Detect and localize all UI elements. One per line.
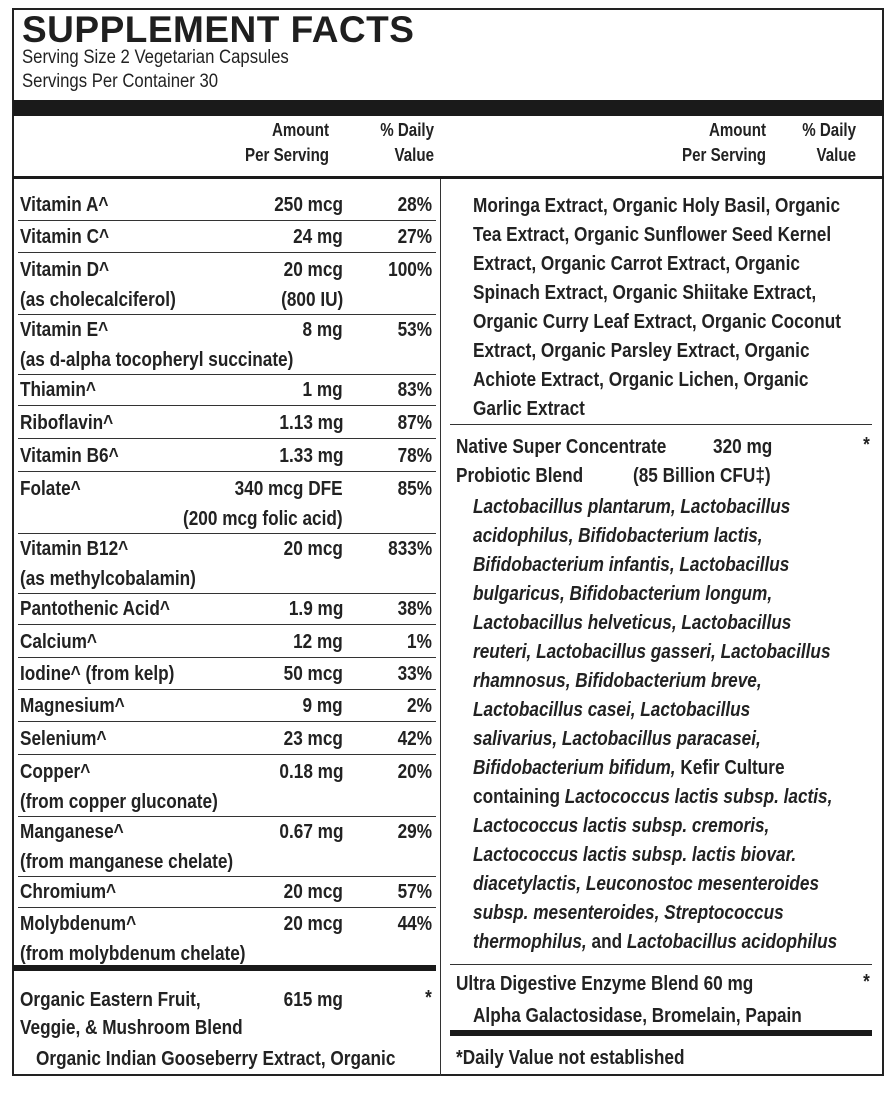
blend-line: Organic Curry Leaf Extract, Organic Coconut xyxy=(473,311,841,333)
nutrient-amount: 340 mcg DFE xyxy=(234,478,343,500)
nutrient-name: Molybdenum^ xyxy=(20,913,137,935)
enzyme-ingredients: Alpha Galactosidase, Bromelain, Papain xyxy=(473,1005,802,1027)
nutrient-subtext: (as methylcobalamin) xyxy=(20,568,196,590)
row-rule xyxy=(18,405,436,406)
column-header-rule xyxy=(13,176,884,179)
nutrient-daily-value: 53% xyxy=(397,319,432,341)
nutrient-name: Thiamin^ xyxy=(20,379,96,401)
enzyme-rule xyxy=(450,964,872,965)
nutrient-name: Vitamin C^ xyxy=(20,226,110,248)
nutrient-amount: 20 mcg xyxy=(283,538,343,560)
probiotic-amount: 320 mg xyxy=(713,436,773,458)
strain-line: Lactobacillus casei, Lactobacillus xyxy=(473,699,751,721)
nutrient-daily-value: 28% xyxy=(397,194,432,216)
nutrient-name: Folate^ xyxy=(20,478,81,500)
row-rule xyxy=(18,624,436,625)
strain-line: Lactobacillus plantarum, Lactobacillus xyxy=(473,496,791,518)
strain-line: Bifidobacterium bifidum, Kefir Culture xyxy=(473,757,785,779)
row-rule xyxy=(18,220,436,221)
nutrient-subtext: (from molybdenum chelate) xyxy=(20,943,246,965)
nutrient-amount: 23 mcg xyxy=(283,728,343,750)
nutrient-daily-value: 100% xyxy=(388,259,432,281)
probiotic-daily-value: * xyxy=(863,434,870,456)
strain-line: thermophilus, and Lactobacillus acidophilus xyxy=(473,931,838,953)
nutrient-name: Vitamin D^ xyxy=(20,259,110,281)
nutrient-daily-value: 27% xyxy=(397,226,432,248)
header-thick-bar xyxy=(13,100,884,116)
nutrient-amount: 20 mcg xyxy=(283,881,343,903)
row-rule xyxy=(18,471,436,472)
nutrient-amount: 8 mg xyxy=(302,319,343,341)
strain-line: Lactococcus lactis subsp. lactis biovar. xyxy=(473,844,797,866)
nutrient-daily-value: 44% xyxy=(397,913,432,935)
row-rule xyxy=(18,533,436,534)
nutrient-amount: 1.13 mg xyxy=(278,412,343,434)
strain-line: containing Lactococcus lactis subsp. lactis, xyxy=(473,786,833,808)
probiotic-name-line1: Native Super Concentrate xyxy=(456,436,667,458)
strain-line: bulgaricus, Bifidobacterium longum, xyxy=(473,583,773,605)
nutrient-daily-value: 20% xyxy=(397,761,432,783)
row-rule xyxy=(18,754,436,755)
daily-value-header-right: % Daily Value xyxy=(802,120,856,165)
column-divider xyxy=(440,179,441,1076)
blend-line: Garlic Extract xyxy=(473,398,585,420)
nutrient-amount: 0.67 mg xyxy=(278,821,343,843)
probiotic-strains xyxy=(473,493,837,957)
blend-line: Extract, Organic Carrot Extract, Organic xyxy=(473,253,800,275)
row-rule xyxy=(18,721,436,722)
nutrient-name: Vitamin E^ xyxy=(20,319,109,341)
row-rule xyxy=(18,374,436,375)
nutrient-daily-value: 83% xyxy=(397,379,432,401)
nutrient-subtext: (from manganese chelate) xyxy=(20,851,234,873)
nutrient-name: Riboflavin^ xyxy=(20,412,114,434)
blend-line: Tea Extract, Organic Sunflower Seed Kernel xyxy=(473,224,832,246)
strain-line: reuteri, Lactobacillus gasseri, Lactobacillus xyxy=(473,641,831,663)
row-rule xyxy=(18,314,436,315)
strain-line: rhamnosus, Bifidobacterium breve, xyxy=(473,670,762,692)
nutrient-subtext: (as d-alpha tocopheryl succinate) xyxy=(20,349,294,371)
daily-value-header-left: % Daily Value xyxy=(380,120,434,165)
row-rule xyxy=(18,593,436,594)
blend-line: Extract, Organic Parsley Extract, Organic xyxy=(473,340,810,362)
blend-line: Spinach Extract, Organic Shiitake Extract, xyxy=(473,282,817,304)
row-rule xyxy=(18,689,436,690)
nutrient-name: Calcium^ xyxy=(20,631,97,653)
nutrient-daily-value: 1% xyxy=(407,631,432,653)
nutrient-amount: 20 mcg xyxy=(283,913,343,935)
nutrient-daily-value: 78% xyxy=(397,445,432,467)
nutrient-name: Magnesium^ xyxy=(20,695,125,717)
nutrient-amount-secondary: (200 mcg folic acid) xyxy=(183,508,343,530)
nutrient-name: Copper^ xyxy=(20,761,91,783)
nutrient-amount: 0.18 mg xyxy=(278,761,343,783)
row-rule xyxy=(18,907,436,908)
amount-header-right: Amount Per Serving xyxy=(681,120,766,165)
enzyme-daily-value: * xyxy=(863,971,870,993)
nutrient-amount: 50 mcg xyxy=(283,663,343,685)
row-rule xyxy=(18,657,436,658)
nutrient-amount: 24 mg xyxy=(293,226,343,248)
row-rule xyxy=(18,876,436,877)
footnote-rule xyxy=(450,1030,872,1036)
nutrient-amount: 250 mcg xyxy=(274,194,343,216)
blend-daily-value: * xyxy=(425,987,432,1009)
blend-line: Achiote Extract, Organic Lichen, Organic xyxy=(473,369,809,391)
panel-title: SUPPLEMENT FACTS xyxy=(22,9,415,50)
nutrient-amount-secondary: (800 IU) xyxy=(280,289,343,311)
servings-per-container: Servings Per Container 30 xyxy=(22,71,219,92)
blend-ingredients-start: Organic Indian Gooseberry Extract, Organic xyxy=(36,1048,396,1070)
nutrient-daily-value: 33% xyxy=(397,663,432,685)
nutrient-daily-value: 42% xyxy=(397,728,432,750)
nutrient-name: Vitamin A^ xyxy=(20,194,109,216)
row-rule xyxy=(18,816,436,817)
nutrient-amount: 20 mcg xyxy=(283,259,343,281)
strain-line: salivarius, Lactobacillus paracasei, xyxy=(473,728,761,750)
footnote: *Daily Value not established xyxy=(456,1047,685,1069)
strain-line: diacetylactis, Leuconostoc mesenteroides xyxy=(473,873,820,895)
nutrient-name: Vitamin B6^ xyxy=(20,445,119,467)
nutrient-daily-value: 57% xyxy=(397,881,432,903)
strain-line: subsp. mesenteroides, Streptococcus xyxy=(473,902,784,924)
enzyme-blend-name: Ultra Digestive Enzyme Blend 60 mg xyxy=(456,973,754,995)
nutrient-name: Iodine^ (from kelp) xyxy=(20,663,175,685)
strain-line: acidophilus, Bifidobacterium lactis, xyxy=(473,525,763,547)
nutrient-daily-value: 85% xyxy=(397,478,432,500)
strain-line: Bifidobacterium infantis, Lactobacillus xyxy=(473,554,790,576)
nutrient-daily-value: 87% xyxy=(397,412,432,434)
nutrient-amount: 1.9 mg xyxy=(288,598,343,620)
serving-size: Serving Size 2 Vegetarian Capsules xyxy=(22,47,289,68)
blend-name-line2: Veggie, & Mushroom Blend xyxy=(20,1017,243,1039)
nutrient-amount: 12 mg xyxy=(293,631,343,653)
nutrient-amount: 9 mg xyxy=(302,695,343,717)
blend-line: Moringa Extract, Organic Holy Basil, Organic xyxy=(473,195,841,217)
nutrient-amount: 1 mg xyxy=(302,379,343,401)
strain-line: Lactococcus lactis subsp. cremoris, xyxy=(473,815,770,837)
probiotic-rule xyxy=(450,424,872,425)
nutrient-amount: 1.33 mg xyxy=(278,445,343,467)
nutrient-daily-value: 833% xyxy=(388,538,432,560)
row-rule xyxy=(18,252,436,253)
nutrient-name: Pantothenic Acid^ xyxy=(20,598,170,620)
probiotic-cfu: (85 Billion CFU‡) xyxy=(633,465,771,487)
nutrient-subtext: (from copper gluconate) xyxy=(20,791,218,813)
nutrient-subtext: (as cholecalciferol) xyxy=(20,289,176,311)
nutrient-name: Vitamin B12^ xyxy=(20,538,129,560)
nutrient-daily-value: 38% xyxy=(397,598,432,620)
blend-amount: 615 mg xyxy=(283,989,343,1011)
nutrient-name: Manganese^ xyxy=(20,821,124,843)
blend-ingredients-continued xyxy=(473,192,841,424)
probiotic-name-line2: Probiotic Blend xyxy=(456,465,584,487)
amount-header-left: Amount Per Serving xyxy=(244,120,329,165)
blend-name-line1: Organic Eastern Fruit, xyxy=(20,989,201,1011)
nutrient-end-rule xyxy=(13,965,436,971)
nutrient-name: Chromium^ xyxy=(20,881,117,903)
strain-line: Lactobacillus helveticus, Lactobacillus xyxy=(473,612,792,634)
nutrient-daily-value: 29% xyxy=(397,821,432,843)
row-rule xyxy=(18,438,436,439)
nutrient-daily-value: 2% xyxy=(407,695,432,717)
nutrient-name: Selenium^ xyxy=(20,728,107,750)
